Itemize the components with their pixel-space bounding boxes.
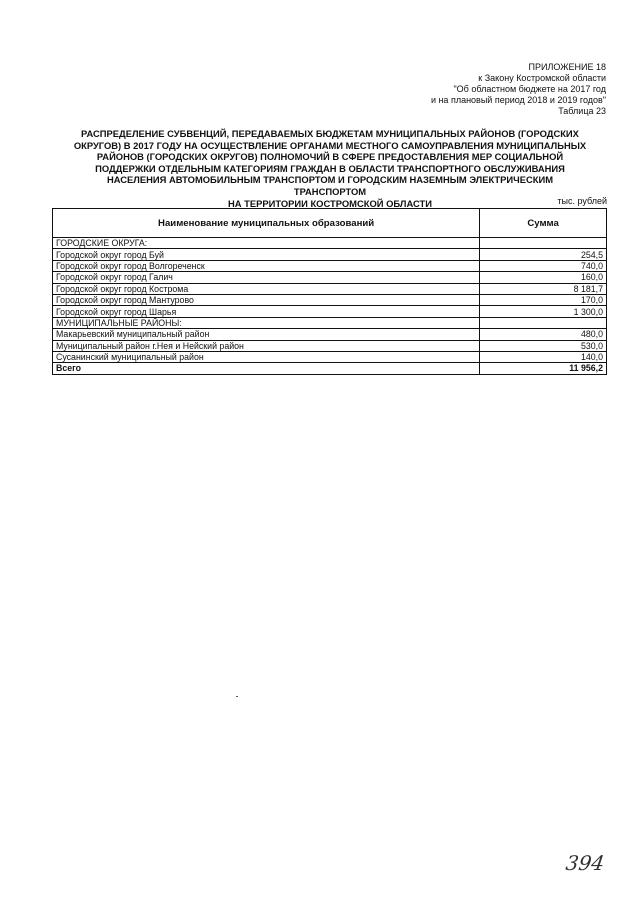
- row-value: 8 181,7: [480, 283, 607, 294]
- row-value: 254,5: [480, 249, 607, 260]
- table-header-row: [53, 209, 607, 238]
- column-header-name: Наименование муниципальных образований: [53, 209, 480, 238]
- row-name: МУНИЦИПАЛЬНЫЕ РАЙОНЫ:: [53, 317, 480, 328]
- table-row: [53, 329, 607, 340]
- row-value: 530,0: [480, 340, 607, 351]
- row-name: Макарьевский муниципальный район: [53, 329, 480, 340]
- table-row: [53, 317, 607, 328]
- row-name: ГОРОДСКИЕ ОКРУГА:: [53, 238, 480, 249]
- row-name: Сусанинский муниципальный район: [53, 351, 480, 362]
- appendix-header: [431, 62, 606, 117]
- table-row: [53, 238, 607, 249]
- table-number: Таблица 23: [558, 106, 606, 116]
- appendix-period: и на плановый период 2018 и 2019 годов": [430, 95, 606, 105]
- row-name: Городской округ город Шарья: [53, 306, 480, 317]
- table-row: [53, 351, 607, 362]
- row-value: [480, 238, 607, 249]
- row-name: Городской округ город Волгореченск: [53, 260, 480, 271]
- appendix-number: ПРИЛОЖЕНИЕ 18: [528, 62, 606, 72]
- table-row: [53, 283, 607, 294]
- table-row: [53, 306, 607, 317]
- title-line: ПОДДЕРЖКИ ОТДЕЛЬНЫМ КАТЕГОРИЯМ ГРАЖДАН В ОБЛАСТИ ТРАНСПОРТНОГО ОБСЛУЖИВАНИЯ: [95, 162, 565, 174]
- document-title: [70, 128, 590, 209]
- title-line: РАЙОНОВ (ГОРОДСКИХ ОКРУГОВ) ПОЛНОМОЧИЙ В СФЕРЕ ПРЕДОСТАВЛЕНИЯ МЕР СОЦИАЛЬНОЙ: [96, 151, 564, 163]
- row-value: 160,0: [480, 272, 607, 283]
- row-value: 1 300,0: [480, 306, 607, 317]
- page-number: 394: [564, 851, 606, 875]
- scan-speck: [236, 696, 238, 697]
- table-row: [53, 340, 607, 351]
- total-label: Всего: [53, 363, 480, 374]
- row-value: 740,0: [480, 260, 607, 271]
- row-name: Городской округ город Кострома: [53, 283, 480, 294]
- row-name: Городской округ город Мантурово: [53, 294, 480, 305]
- row-value: 170,0: [480, 294, 607, 305]
- table-row: [53, 272, 607, 283]
- row-name: Городской округ город Галич: [53, 272, 480, 283]
- column-header-amount: Сумма: [480, 209, 607, 238]
- row-value: [480, 317, 607, 328]
- row-value: 140,0: [480, 351, 607, 362]
- table-row: [53, 294, 607, 305]
- title-line: РАСПРЕДЕЛЕНИЕ СУБВЕНЦИЙ, ПЕРЕДАВАЕМЫХ БЮДЖЕТАМ МУНИЦИПАЛЬНЫХ РАЙОНОВ (ГОРОДСКИХ: [81, 128, 579, 139]
- unit-label: тыс. рублей: [557, 196, 607, 206]
- total-row: [53, 363, 607, 374]
- title-line: НАСЕЛЕНИЯ АВТОМОБИЛЬНЫМ ТРАНСПОРТОМ И ГОРОДСКИМ НАЗЕМНЫМ ЭЛЕКТРИЧЕСКИМ ТРАНСПОРТОМ: [106, 174, 554, 197]
- appendix-law: к Закону Костромской области: [478, 73, 606, 83]
- subsidy-table: [52, 208, 607, 375]
- row-name: Муниципальный район г.Нея и Нейский район: [53, 340, 480, 351]
- title-line: НА ТЕРРИТОРИИ КОСТРОМСКОЙ ОБЛАСТИ: [227, 197, 433, 209]
- row-value: 480,0: [480, 329, 607, 340]
- appendix-law-title: "Об областном бюджете на 2017 год: [453, 84, 606, 94]
- total-value: 11 956,2: [480, 363, 607, 374]
- table-row: [53, 249, 607, 260]
- title-line: ОКРУГОВ) В 2017 ГОДУ НА ОСУЩЕСТВЛЕНИЕ ОРГАНАМИ МЕСТНОГО САМОУПРАВЛЕНИЯ МУНИЦИПАЛЬНЫХ: [73, 139, 587, 151]
- row-name: Городской округ город Буй: [53, 249, 480, 260]
- table-row: [53, 260, 607, 271]
